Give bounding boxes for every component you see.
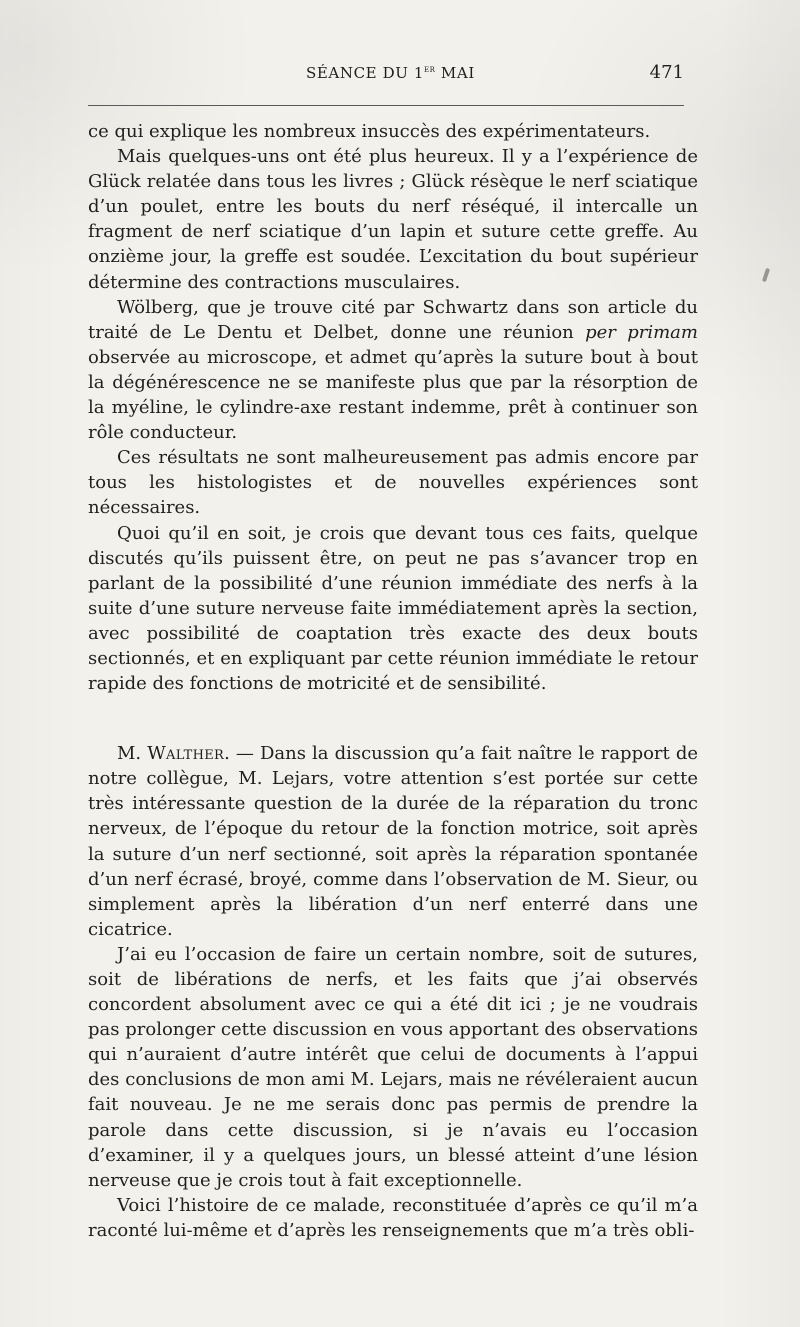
running-head [306,64,475,82]
page-number: 471 [649,62,684,83]
paragraph-histologists: Ces résultats ne sont malheureusement pas admis encore par tous les histologistes et de nouvelles expériences sont nécessaires. [88,447,698,519]
ink-speck [762,268,770,283]
paragraph-wolberg [88,295,698,446]
speaker-name: Walther [147,743,225,765]
page-header [88,62,684,90]
walther-remarks: . — Dans la discussion qu’a fait naître le rapport de notre collègue, M. Lejars, votre attention s’est portée sur cette très intéressante question de la durée de la réparation du tronc nerveux, de l’époque du retour de la fonction motrice, soit après la suture d’un nerf sectionné, soit après la réparation spontanée d’un nerf écrasé, broyé, comme dans l’observation de M. Sieur, ou simplement après la libération d’un nerf enterré dans une cicatrice. [88,743,699,940]
running-head-main: SÉANCE DU 1 [306,64,424,82]
paragraph-wolberg-part-a: Wölberg, que je trouve cité par Schwartz dans son article du traité de Le Dentu et Delbet, donne une réunion [88,296,698,343]
paragraph-continuation: ce qui explique les nombreux insuccès des expérimentateurs. [88,121,651,142]
latin-phrase: per primam [585,321,698,343]
section-gap [88,696,698,741]
running-head-end: MAI [435,64,475,82]
paragraph-wolberg-part-b: observée au microscope, et admet qu’après la suture bout à bout la dégénérescence ne se manifeste plus que par la résorption de la myéline, le cylindre-axe restant indemme, prêt à continuer son rôle conducteur. [88,346,698,444]
paragraph-walther-opening [88,741,698,942]
speaker-prefix: M. [117,743,148,765]
paragraph-walther-observations: J’ai eu l’occasion de faire un certain nombre, soit de sutures, soit de libérations de nerfs, et les faits que j’ai observés concordent absolument avec ce qui a été dit ici ; je ne voudrais pas prolonger cette discussion en vous apportant des observations qui n’auraient d’autre intérêt que celui de documents à l’appui des conclusions de mon ami M. Lejars, mais ne révéleraient aucun fait nouveau. Je ne me serais donc pas permis de prendre la parole dans cette discussion, si je n’avais eu l’occasion d’examiner, il y a quelques jours, un blessé atteint d’une lésion nerveuse que je crois tout à fait exceptionnelle. [88,943,698,1191]
paragraph-gluck-experiment: Mais quelques-uns ont été plus heureux. Il y a l’expérience de Glück relatée dans tous les livres ; Glück résèque le nerf sciatique d’un poulet, entre les bouts du nerf réséqué, il intercalle un fragment de nerf sciatique d’un lapin et suture cette greffe. Au onzième jour, la greffe est soudée. L’excitation du bout supérieur détermine des contractions musculaires. [88,146,698,293]
page-body [88,119,698,1243]
running-head-superscript: er [423,64,436,75]
paragraph-immediate-reunion: Quoi qu’il en soit, je crois que devant tous ces faits, quelque discutés qu’ils puissent être, on peut ne pas s’avancer trop en parlant de la possibilité d’une réunion immédiate des nerfs à la suite d’une suture nerveuse faite immédiatement après la section, avec possibilité de coaptation très exacte des deux bouts sectionnés, et en expliquant par cette réunion immédiate le retour rapide des fonctions de motricité et de sensibilité. [88,522,698,695]
header-rule [88,105,684,106]
paragraph-patient-history: Voici l’histoire de ce malade, reconstituée d’après ce qu’il m’a raconté lui-même et d’après les renseignements que m’a très obli- [88,1194,698,1241]
